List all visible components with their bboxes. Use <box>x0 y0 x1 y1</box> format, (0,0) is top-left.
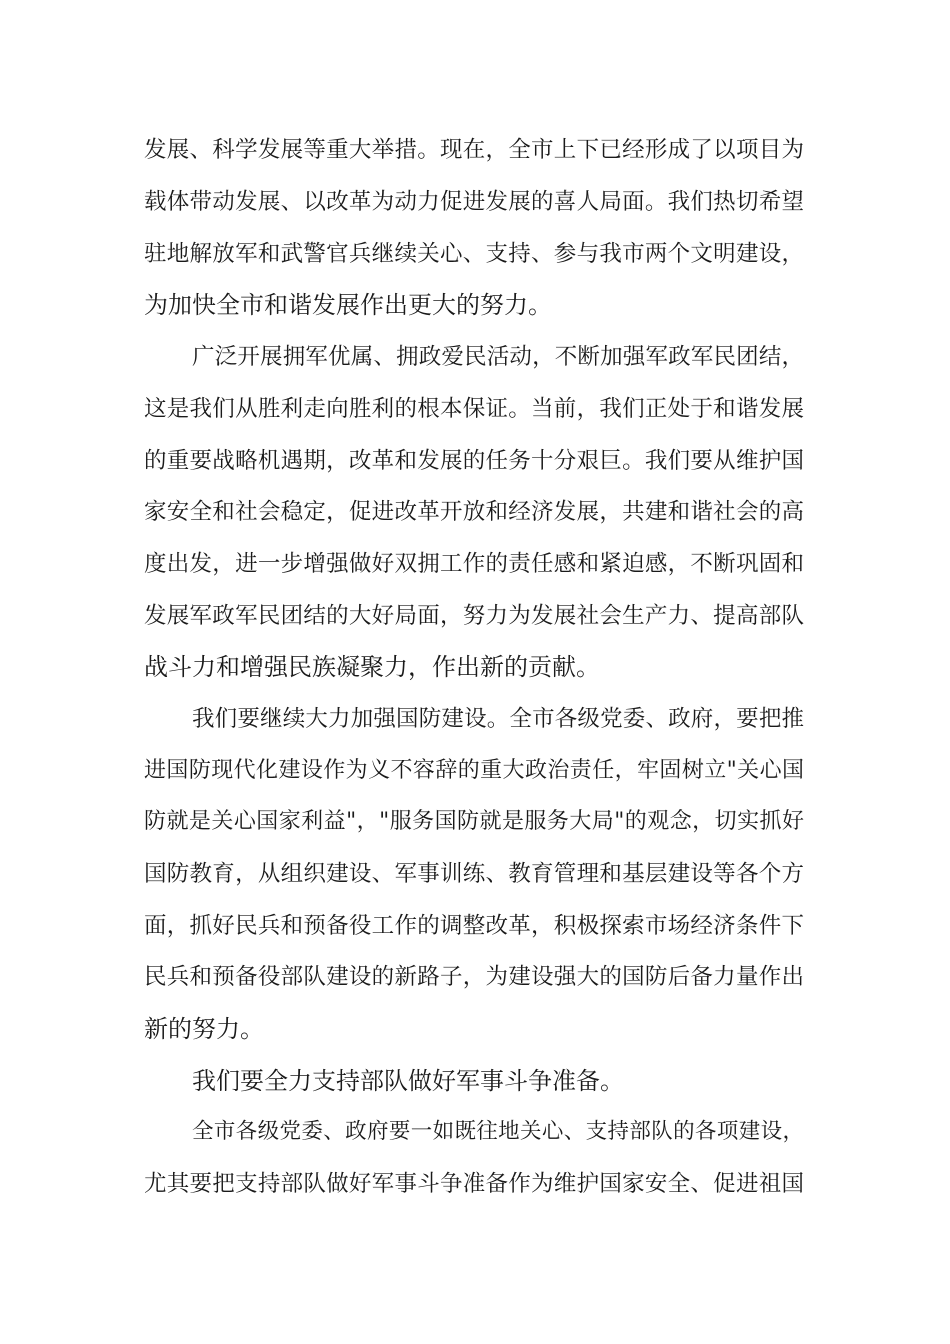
text-line: 为加快全市和谐发展作出更大的努力。 <box>144 291 552 319</box>
text-line: 发展、科学发展等重大举措。现在，全市上下已经形成了以项目为 <box>144 137 804 163</box>
text-line: 驻地解放军和武警官兵继续关心、支持、参与我市两个文明建设， <box>144 241 804 267</box>
text-line: 防就是关心国家利益"，"服务国防就是服务大局"的观念，切实抓好 <box>144 809 804 834</box>
text-line: 家安全和社会稳定，促进改革开放和经济发展，共建和谐社会的高 <box>144 499 804 525</box>
text-line: 广泛开展拥军优属、拥政爱民活动，不断加强军政军民团结， <box>192 344 804 370</box>
text-line: 国防教育，从组织建设、军事训练、教育管理和基层建设等各个方 <box>144 861 804 887</box>
text-line: 民兵和预备役部队建设的新路子，为建设强大的国防后备力量作出 <box>144 964 804 990</box>
text-line: 全市各级党委、政府要一如既往地关心、支持部队的各项建设， <box>192 1119 804 1144</box>
text-line: 尤其要把支持部队做好军事斗争准备作为维护国家安全、促进祖国 <box>144 1171 804 1197</box>
text-line: 这是我们从胜利走向胜利的根本保证。当前，我们正处于和谐发展 <box>144 396 804 422</box>
text-line: 我们要全力支持部队做好军事斗争准备。 <box>192 1067 624 1095</box>
text-line: 进国防现代化建设作为义不容辞的重大政治责任，牢固树立"关心国 <box>144 758 804 783</box>
text-line: 我们要继续大力加强国防建设。全市各级党委、政府，要把推 <box>192 706 804 732</box>
text-line: 战斗力和增强民族凝聚力，作出新的贡献。 <box>144 653 600 681</box>
text-line: 面，抓好民兵和预备役工作的调整改革，积极探索市场经济条件下 <box>144 913 804 939</box>
text-line: 新的努力。 <box>144 1015 264 1043</box>
text-line: 的重要战略机遇期，改革和发展的任务十分艰巨。我们要从维护国 <box>144 448 804 474</box>
text-line: 发展军政军民团结的大好局面，努力为发展社会生产力、提高部队 <box>144 603 804 629</box>
text-line: 度出发，进一步增强做好双拥工作的责任感和紧迫感，不断巩固和 <box>144 551 804 577</box>
text-line: 载体带动发展、以改革为动力促进发展的喜人局面。我们热切希望 <box>144 189 804 215</box>
